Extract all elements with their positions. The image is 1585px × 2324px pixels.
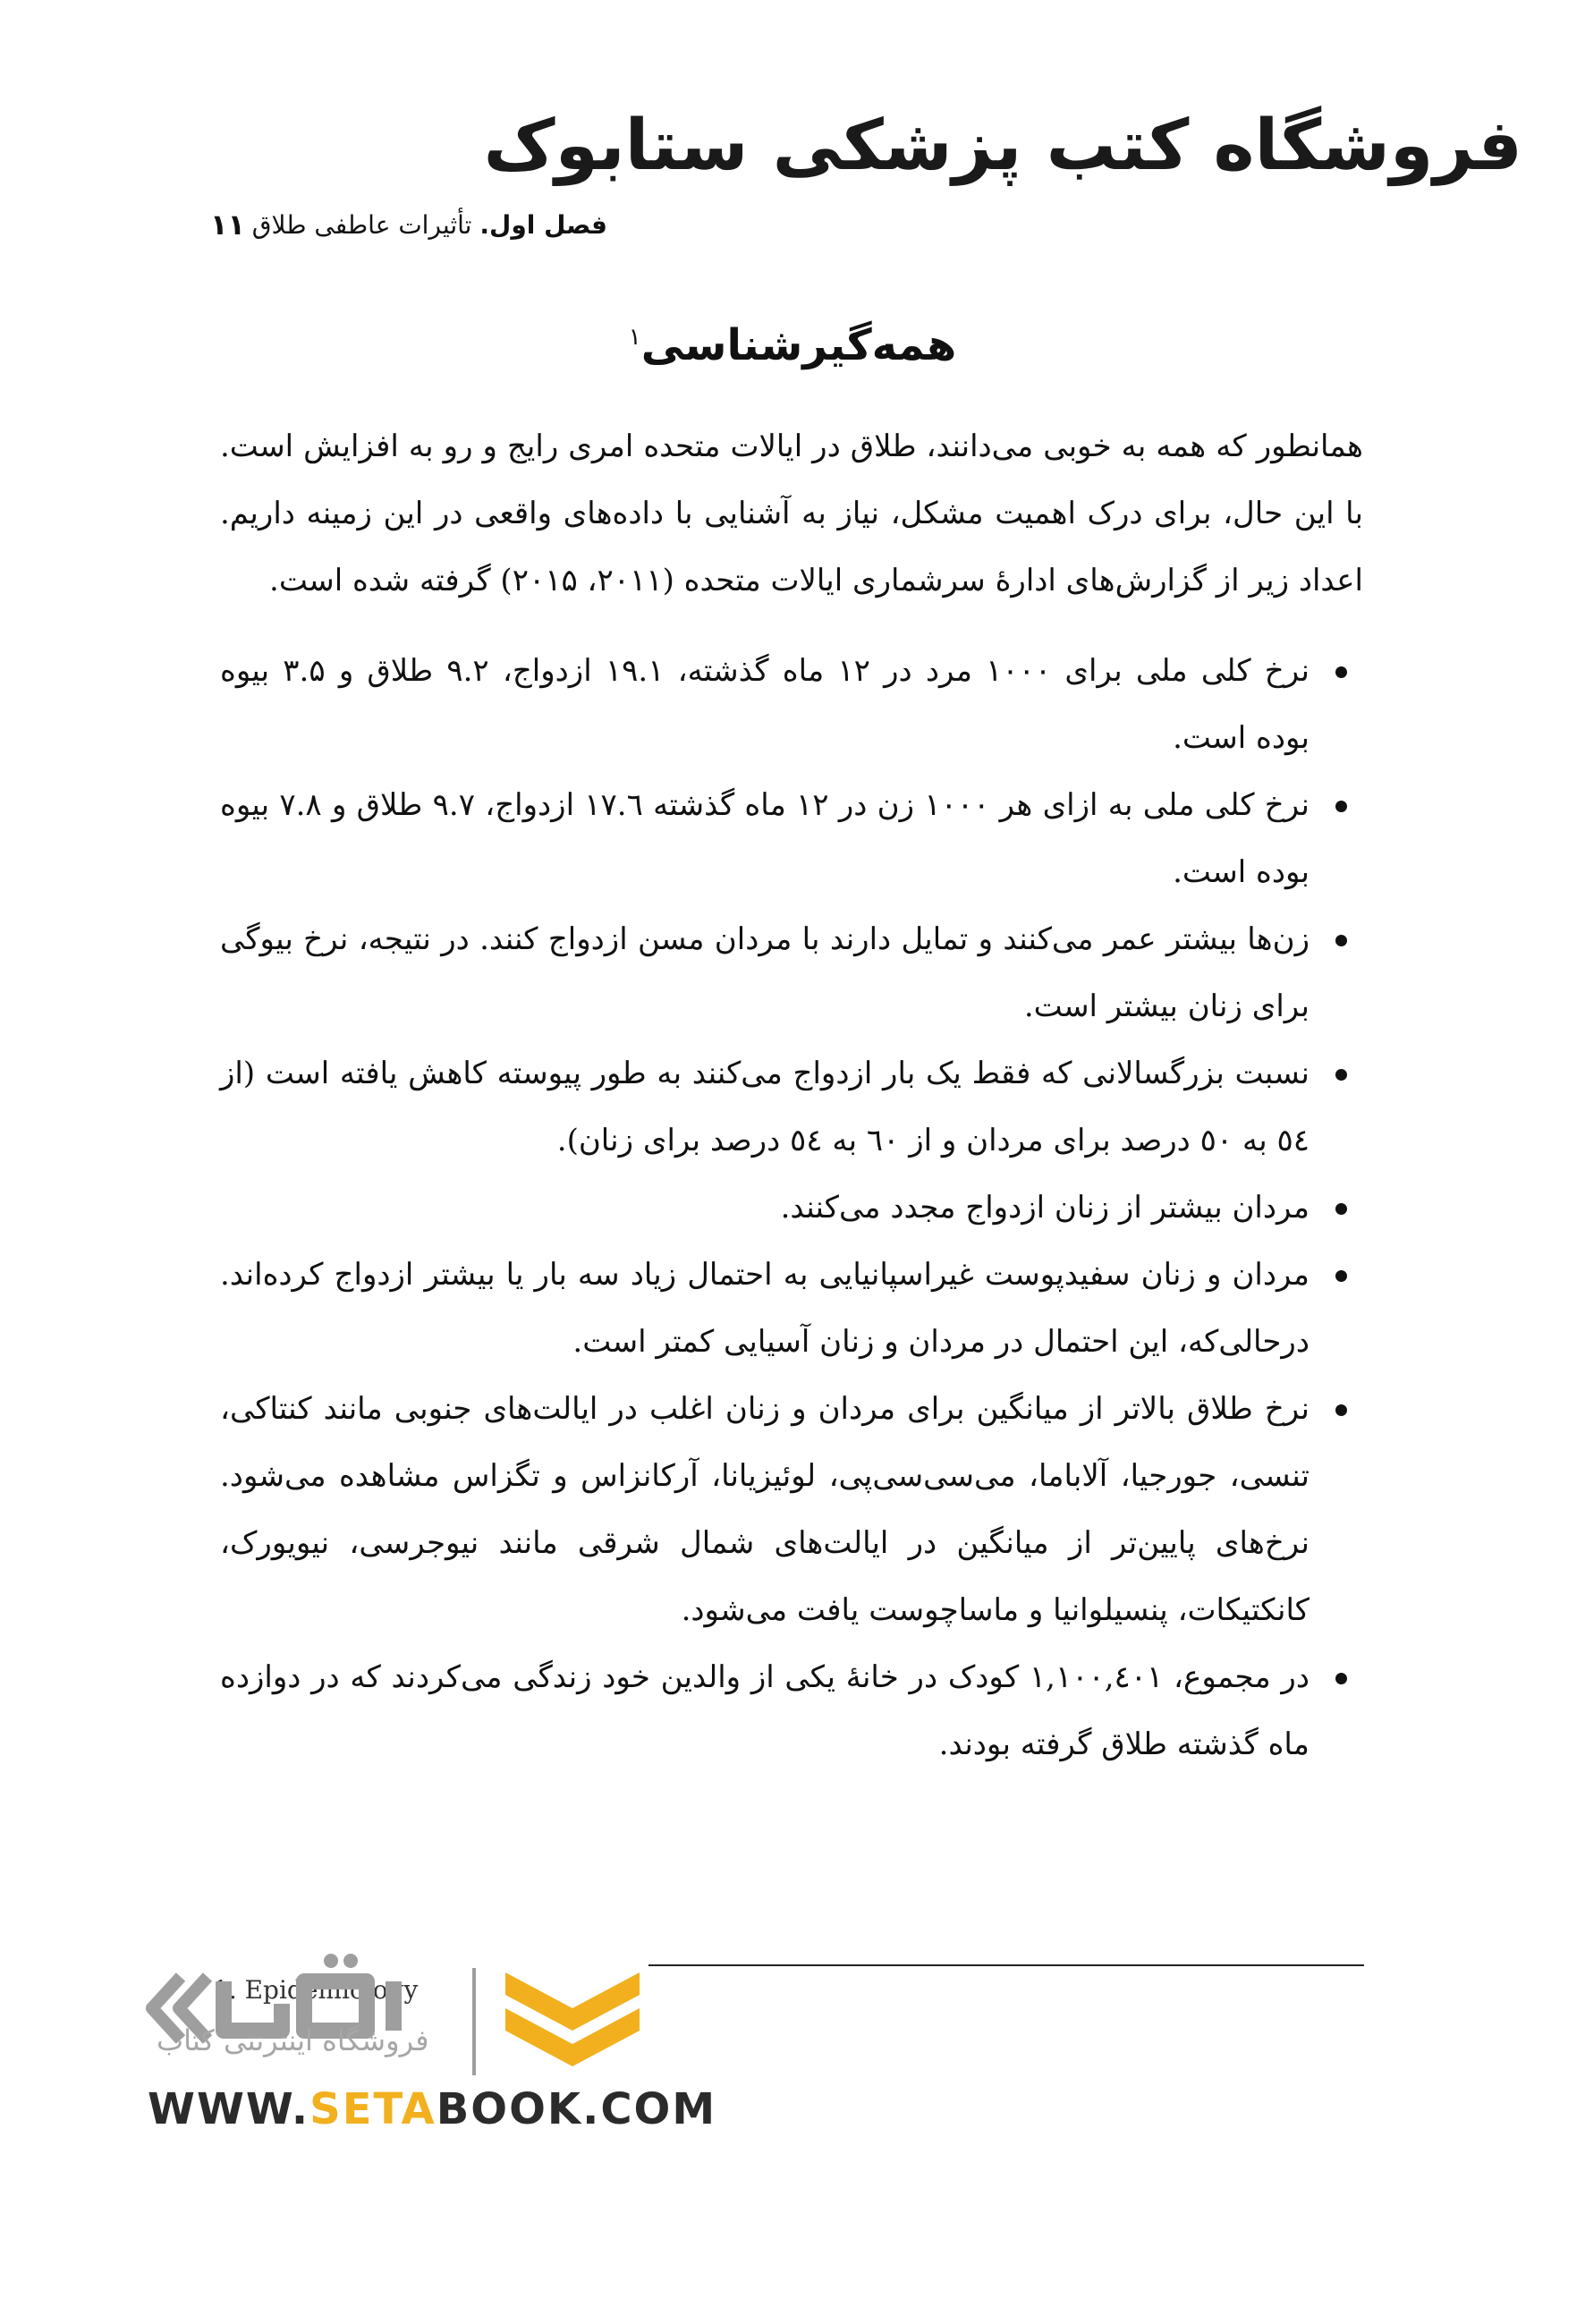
section-title: همه‌گیرشناسی	[640, 320, 957, 370]
chapter-label: فصل اول.	[479, 210, 607, 240]
logo-subtitle: فروشگاه اینترنتی کتاب	[157, 2023, 429, 2057]
intro-paragraph: همانطور که همه به خوبی می‌دانند، طلاق در ایالات متحده امری رایج و رو به افزایش است. با این حال، برای درک اهمیت مشکل، نیاز به آشنایی با داده‌های واقعی در این زمینه داریم. اعداد زیر از گزارش‌های ادارهٔ سرشماری ایالات متحده (۲۰۱۱، ۲۰۱۵) گرفته شده است.	[220, 428, 1363, 598]
list-item: مردان و زنان سفیدپوست غیراسپانیایی به احتمال زیاد سه بار یا بیشتر ازدواج کرده‌اند. درحالی‌که، این احتمال در مردان و زنان آسیایی کمتر است.	[220, 1242, 1310, 1376]
footnote: 1. Epidemiology	[213, 1975, 419, 2005]
list-item: زن‌ها بیشتر عمر می‌کنند و تمایل دارند با مردان مسن ازدواج کنند. در نتیجه، نرخ بیوگی برای زنان بیشتر است.	[220, 906, 1310, 1040]
url-accent: SETA	[309, 2084, 437, 2134]
url-part1: WWW.	[148, 2084, 310, 2134]
list-item: نرخ طلاق بالاتر از میانگین برای مردان و زنان اغلب در ایالت‌های جنوبی مانند کنتاکی، تنسی، جورجیا، آلاباما، می‌سی‌سی‌پی، لوئیزیانا، آرکانزاس و تگزاس مشاهده می‌شود. نرخ‌های پایین‌تر از میانگین در ایالت‌های شمال شرقی مانند نیوجرسی، نیویورک، کانکتیکات، پنسیلوانیا و ماساچوست یافت می‌شود.	[220, 1376, 1310, 1644]
footnote-rule	[648, 1964, 1364, 1966]
setabook-logo-icon	[125, 1941, 662, 2084]
list-item: نسبت بزرگسالانی که فقط یک بار ازدواج می‌کنند به طور پیوسته کاهش یافته است (از ٥٤ به ٥٠ درصد برای مردان و از ٦٠ به ٥٤ درصد برای زنان).	[220, 1040, 1310, 1175]
body-text	[220, 413, 1363, 1778]
store-title: فروشگاه کتب پزشکی ستابوک	[483, 106, 1522, 186]
footnote-ref: ۱	[628, 324, 641, 351]
list-item: در مجموع، ۱,۱۰۰,٤۰۱ کودک در خانهٔ یکی از والدین خود زندگی می‌کردند که در دوازده ماه گذشته طلاق گرفته بودند.	[220, 1644, 1310, 1778]
list-item: نرخ کلی ملی برای ۱۰۰۰ مرد در ۱۲ ماه گذشته، ۱۹.۱ ازدواج، ۹.۲ طلاق و ۳.۵ بیوه بوده است.	[220, 638, 1310, 772]
bullet-list	[220, 638, 1363, 1778]
site-url	[148, 2084, 716, 2134]
url-part2: BOOK.COM	[436, 2084, 717, 2134]
chapter-title: تأثیرات عاطفی طلاق	[251, 210, 472, 240]
running-head	[252, 210, 607, 240]
list-item: نرخ کلی ملی به ازای هر ۱۰۰۰ زن در ۱۲ ماه گذشته ۱۷.٦ ازدواج، ۹.۷ طلاق و ۷.۸ بیوه بوده است.	[220, 772, 1310, 906]
page-number: ۱۱	[210, 208, 246, 242]
section-heading	[0, 320, 1585, 370]
list-item: مردان بیشتر از زنان ازدواج مجدد می‌کنند.	[220, 1175, 1310, 1242]
